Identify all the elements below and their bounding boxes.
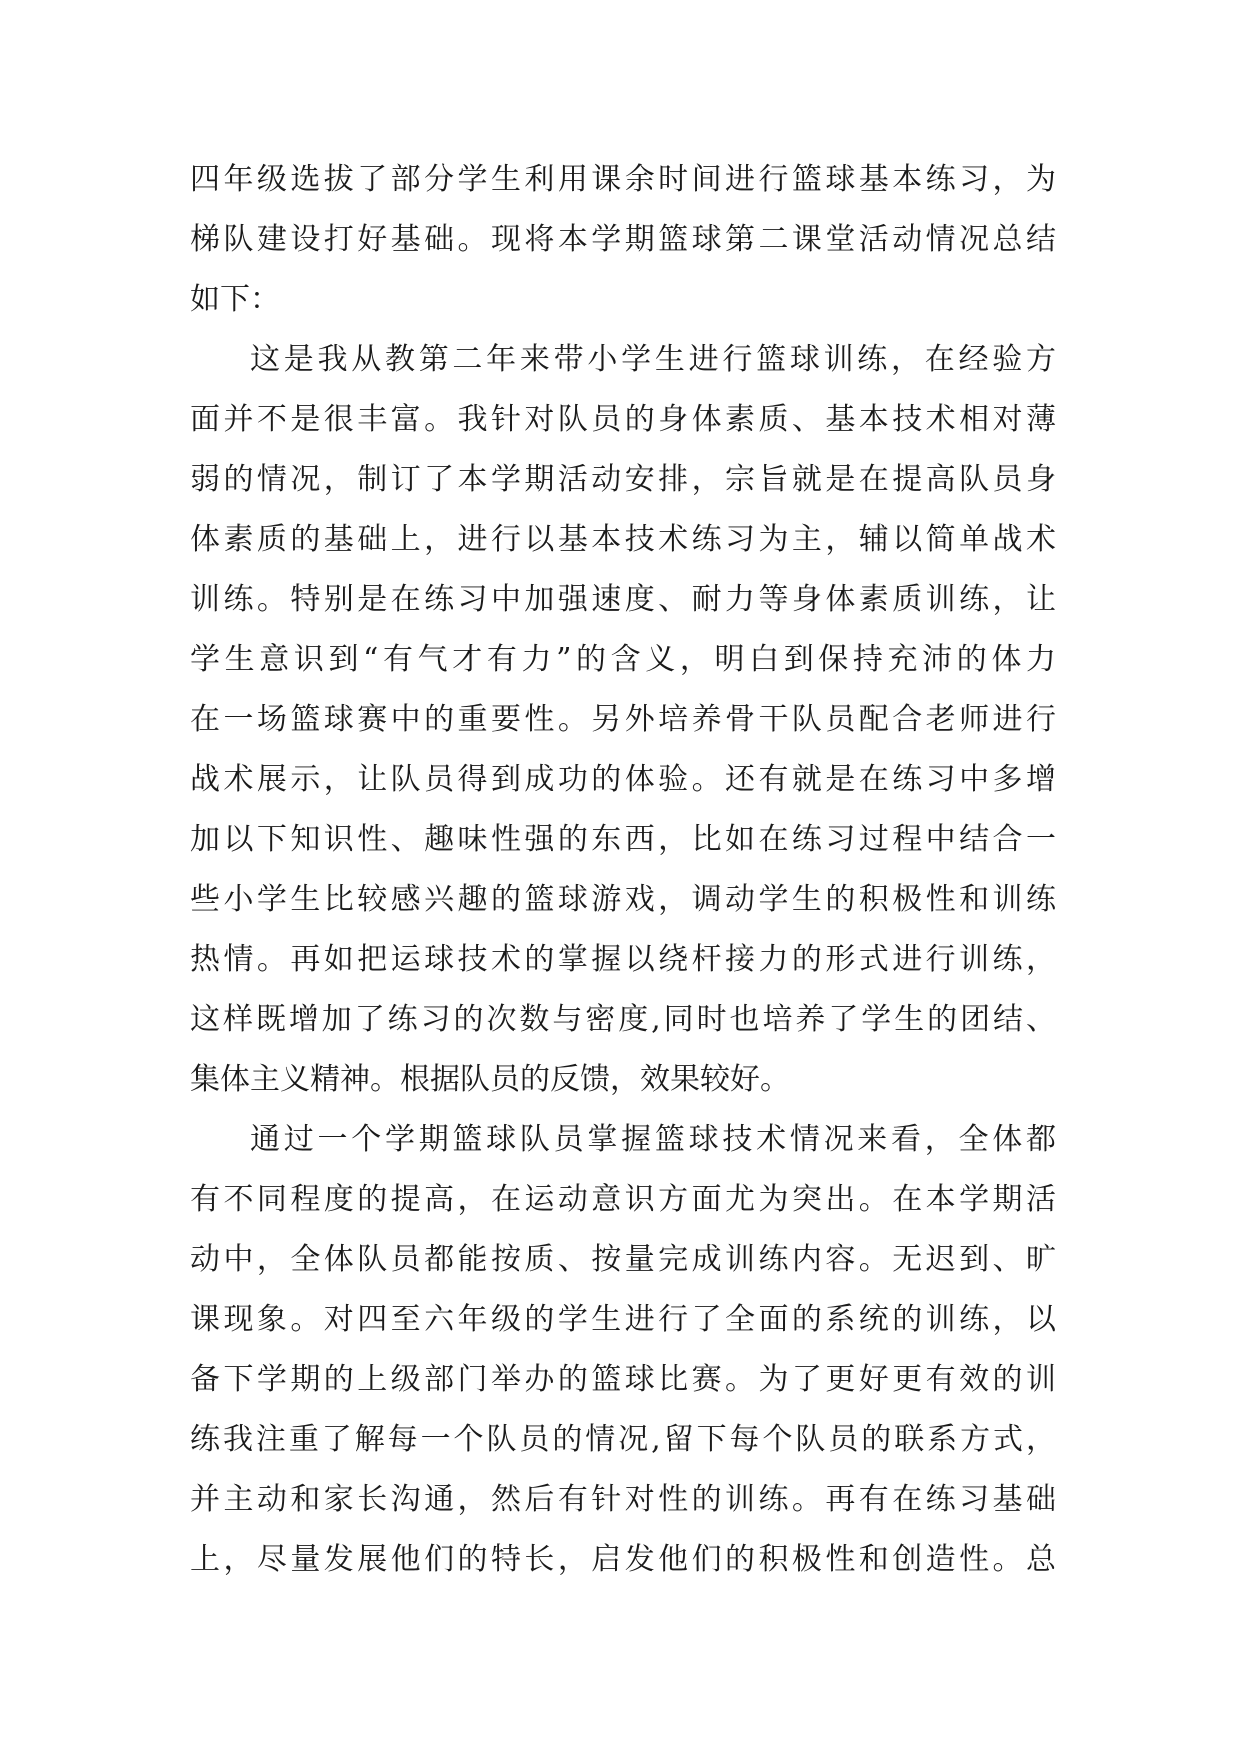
paragraph-line: 集体主义精神。根据队员的反馈，效果较好。 (190, 1062, 790, 1097)
document-body (190, 150, 1056, 1590)
paragraph-line: 上，尽量发展他们的特长，启发他们的积极性和创造性。总 (190, 1542, 1056, 1577)
paragraph-line: 备下学期的上级部门举办的篮球比赛。为了更好更有效的训 (190, 1362, 1056, 1397)
paragraph-line: 战术展示，让队员得到成功的体验。还有就是在练习中多增 (190, 762, 1056, 797)
paragraph-line: 这样既增加了练习的次数与密度,同时也培养了学生的团结、 (190, 1002, 1056, 1037)
paragraph-line: 梯队建设打好基础。现将本学期篮球第二课堂活动情况总结 (190, 222, 1056, 257)
paragraph-line: 课现象。对四至六年级的学生进行了全面的系统的训练，以 (190, 1302, 1056, 1337)
paragraph-line: 弱的情况，制订了本学期活动安排，宗旨就是在提高队员身 (190, 462, 1056, 497)
paragraph-line: 有不同程度的提高，在运动意识方面尤为突出。在本学期活 (190, 1182, 1056, 1217)
paragraph-line: 学生意识到“有气才有力”的含义，明白到保持充沛的体力 (190, 642, 1056, 677)
paragraph-line: 如下： (190, 282, 280, 317)
paragraph-line: 四年级选拔了部分学生利用课余时间进行篮球基本练习，为 (190, 162, 1056, 197)
paragraph-line: 面并不是很丰富。我针对队员的身体素质、基本技术相对薄 (190, 402, 1056, 437)
paragraph-line: 这是我从教第二年来带小学生进行篮球训练，在经验方 (250, 342, 1056, 377)
paragraph-line: 并主动和家长沟通，然后有针对性的训练。再有在练习基础 (190, 1482, 1056, 1517)
paragraph-line: 些小学生比较感兴趣的篮球游戏，调动学生的积极性和训练 (190, 882, 1056, 917)
paragraph-line: 通过一个学期篮球队员掌握篮球技术情况来看，全体都 (250, 1122, 1056, 1157)
paragraph-line: 训练。特别是在练习中加强速度、耐力等身体素质训练，让 (190, 582, 1056, 617)
paragraph-line: 动中，全体队员都能按质、按量完成训练内容。无迟到、旷 (190, 1242, 1056, 1277)
paragraph-line: 在一场篮球赛中的重要性。另外培养骨干队员配合老师进行 (190, 702, 1056, 737)
paragraph-line: 练我注重了解每一个队员的情况,留下每个队员的联系方式， (190, 1422, 1056, 1457)
paragraph-line: 体素质的基础上，进行以基本技术练习为主，辅以简单战术 (190, 522, 1056, 557)
paragraph-line: 加以下知识性、趣味性强的东西，比如在练习过程中结合一 (190, 822, 1056, 857)
paragraph-line: 热情。再如把运球技术的掌握以绕杆接力的形式进行训练， (190, 942, 1056, 977)
